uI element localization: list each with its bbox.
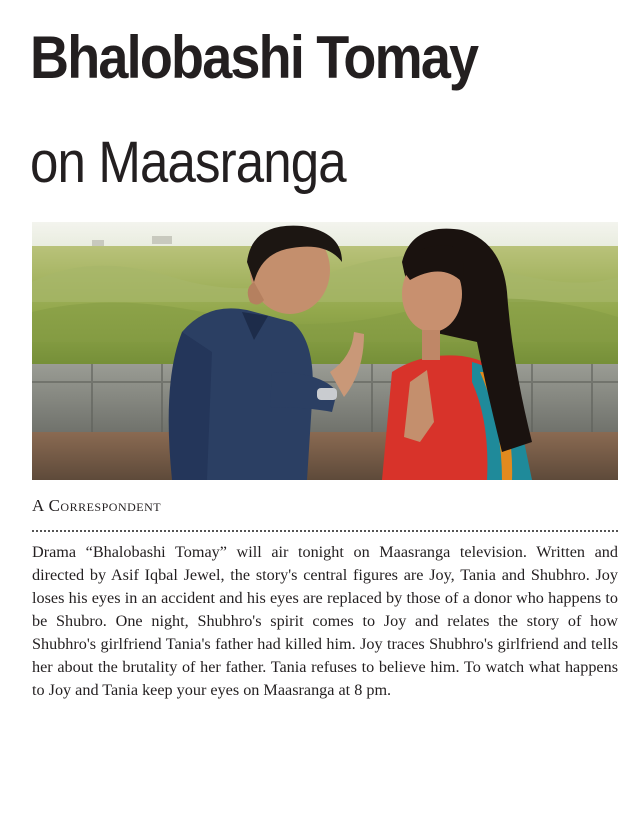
dotted-divider — [32, 530, 618, 532]
headline: Bhalobashi Tomay — [30, 24, 478, 91]
subheadline: on Maasranga — [30, 130, 346, 195]
article-photo — [32, 222, 618, 480]
article-body: Drama “Bhalobashi Tomay” will air tonight on Maasranga television. Written and directed by Asif Iqbal Jewel, the story's central figures are Joy, Tania and Shubhro. Joy loses his eyes in an accident and his eyes are replaced by those of a donor who happens to be Shubro. One night, Shubhro's spirit comes to Joy and relates the story of how Shubhro's girlfriend Tania's father had killed him. Joy traces Shubhro's girlfriend and tells her about the brutality of her father. Tania refuses to believe him. To watch what happens to Joy and Tania keep your eyes on Maasranga at 8 pm. — [32, 543, 618, 699]
byline: A Correspondent — [32, 496, 162, 515]
